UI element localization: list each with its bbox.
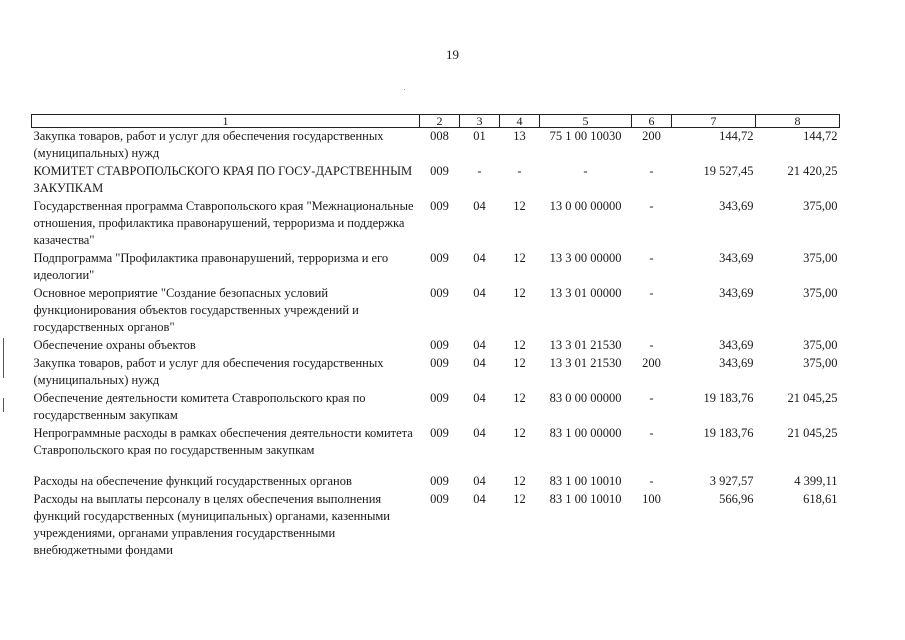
target-article-code: 13 3 01 00000 xyxy=(549,286,622,300)
section-code: 04 xyxy=(473,356,486,370)
table-row xyxy=(32,473,840,491)
ministry-code: 009 xyxy=(430,338,449,352)
expense-type-code: - xyxy=(649,338,654,352)
section-code: 04 xyxy=(473,492,486,506)
amount-col7: 566,96 xyxy=(719,492,754,506)
amount-col8: 375,00 xyxy=(803,199,838,213)
amount-col8: 4 399,11 xyxy=(794,474,838,488)
column-number-header: 4 xyxy=(500,115,540,128)
scan-margin-mark xyxy=(3,338,4,378)
amount-col8: 375,00 xyxy=(803,356,838,370)
section-code: 04 xyxy=(473,391,486,405)
subsection-code: 12 xyxy=(513,426,526,440)
target-article-code: 83 1 00 10010 xyxy=(549,474,622,488)
section-code: 04 xyxy=(473,199,486,213)
subsection-code: 12 xyxy=(513,286,526,300)
subsection-code: - xyxy=(517,164,522,178)
table-row xyxy=(32,128,840,164)
section-code: 04 xyxy=(473,338,486,352)
table-row xyxy=(32,250,840,285)
item-name: Непрограммные расходы в рамках обеспечения деятельности комитета Ставропольского края по государственным закупкам xyxy=(33,426,413,457)
column-number-header: 8 xyxy=(756,115,840,128)
ministry-code: 009 xyxy=(430,164,449,178)
expense-type-code: - xyxy=(649,199,654,213)
amount-col8: 21 420,25 xyxy=(787,164,838,178)
amount-col8: 21 045,25 xyxy=(787,391,838,405)
column-number-header-row xyxy=(32,115,840,128)
amount-col8: 375,00 xyxy=(803,286,838,300)
item-name: Закупка товаров, работ и услуг для обеспечения государственных (муниципальных) нужд xyxy=(33,129,384,160)
item-name: Основное мероприятие "Создание безопасных условий функционирования объектов государственных учреждений и государственных органов" xyxy=(33,286,359,334)
page-number: 19 xyxy=(446,47,459,62)
amount-col7: 343,69 xyxy=(719,286,754,300)
subsection-code: 12 xyxy=(513,391,526,405)
target-article-code: 83 1 00 10010 xyxy=(549,492,622,506)
amount-col8: 21 045,25 xyxy=(787,426,838,440)
item-name: Обеспечение деятельности комитета Ставропольского края по государственным закупкам xyxy=(33,391,366,422)
row-spacer xyxy=(32,460,840,473)
ministry-code: 009 xyxy=(430,356,449,370)
expense-type-code: 200 xyxy=(642,356,661,370)
column-number-header: 6 xyxy=(632,115,672,128)
item-name: КОМИТЕТ СТАВРОПОЛЬСКОГО КРАЯ ПО ГОСУ-ДАРСТВЕННЫМ ЗАКУПКАМ xyxy=(33,164,413,195)
item-name: Расходы на выплаты персоналу в целях обеспечения выполнения функций государственных (муниципальных) органами, казенными учреждениями, органами управления государственными внебюджетными фондами xyxy=(33,492,390,557)
amount-col7: 343,69 xyxy=(719,199,754,213)
column-number-header: 5 xyxy=(540,115,632,128)
section-code: 01 xyxy=(473,129,486,143)
target-article-code: - xyxy=(583,164,588,178)
table-row xyxy=(32,425,840,460)
ministry-code: 009 xyxy=(430,286,449,300)
budget-table xyxy=(31,114,840,560)
item-name: Закупка товаров, работ и услуг для обеспечения государственных (муниципальных) нужд xyxy=(33,356,384,387)
column-number-header: 7 xyxy=(672,115,756,128)
ministry-code: 009 xyxy=(430,426,449,440)
amount-col7: 343,69 xyxy=(719,338,754,352)
amount-col7: 19 183,76 xyxy=(703,426,754,440)
expense-type-code: - xyxy=(649,474,654,488)
expense-type-code: - xyxy=(649,391,654,405)
target-article-code: 13 3 01 21530 xyxy=(549,338,622,352)
amount-col7: 19 183,76 xyxy=(703,391,754,405)
subsection-code: 13 xyxy=(513,129,526,143)
ministry-code: 008 xyxy=(430,129,449,143)
subsection-code: 12 xyxy=(513,356,526,370)
subsection-code: 12 xyxy=(513,251,526,265)
ministry-code: 009 xyxy=(430,391,449,405)
column-number-header: 1 xyxy=(32,115,420,128)
item-name: Обеспечение охраны объектов xyxy=(33,338,196,352)
amount-col7: 343,69 xyxy=(719,251,754,265)
section-code: - xyxy=(477,164,482,178)
amount-col7: 144,72 xyxy=(719,129,754,143)
target-article-code: 13 3 00 00000 xyxy=(549,251,622,265)
target-article-code: 83 1 00 00000 xyxy=(549,426,622,440)
expense-type-code: 200 xyxy=(642,129,661,143)
target-article-code: 75 1 00 10030 xyxy=(549,129,622,143)
subsection-code: 12 xyxy=(513,338,526,352)
amount-col8: 618,61 xyxy=(803,492,838,506)
section-code: 04 xyxy=(473,474,486,488)
item-name: Расходы на обеспечение функций государственных органов xyxy=(33,474,352,488)
amount-col8: 375,00 xyxy=(803,338,838,352)
table-row xyxy=(32,491,840,560)
expense-type-code: 100 xyxy=(642,492,661,506)
expense-type-code: - xyxy=(649,426,654,440)
subsection-code: 12 xyxy=(513,199,526,213)
expense-type-code: - xyxy=(649,286,654,300)
amount-col7: 19 527,45 xyxy=(703,164,754,178)
target-article-code: 13 3 01 21530 xyxy=(549,356,622,370)
ministry-code: 009 xyxy=(430,251,449,265)
section-code: 04 xyxy=(473,251,486,265)
amount-col8: 144,72 xyxy=(803,129,838,143)
target-article-code: 13 0 00 00000 xyxy=(549,199,622,213)
scan-margin-mark xyxy=(3,398,4,412)
section-code: 04 xyxy=(473,426,486,440)
ministry-code: 009 xyxy=(430,492,449,506)
amount-col7: 343,69 xyxy=(719,356,754,370)
expense-type-code: - xyxy=(649,164,654,178)
subsection-code: 12 xyxy=(513,474,526,488)
column-number-header: 2 xyxy=(420,115,460,128)
subsection-code: 12 xyxy=(513,492,526,506)
column-number-header: 3 xyxy=(460,115,500,128)
expense-type-code: - xyxy=(649,251,654,265)
ministry-code: 009 xyxy=(430,474,449,488)
amount-col7: 3 927,57 xyxy=(709,474,754,488)
amount-col8: 375,00 xyxy=(803,251,838,265)
table-row xyxy=(32,198,840,250)
ministry-code: 009 xyxy=(430,199,449,213)
table-row xyxy=(32,355,840,390)
section-code: 04 xyxy=(473,286,486,300)
table-row xyxy=(32,337,840,355)
table-row xyxy=(32,285,840,337)
table-row xyxy=(32,163,840,198)
item-name: Государственная программа Ставропольского края "Межнациональные отношения, профилактика правонарушений, терроризма и поддержка казачества" xyxy=(33,199,414,247)
scan-speck xyxy=(404,89,405,90)
table-row xyxy=(32,390,840,425)
item-name: Подпрограмма "Профилактика правонарушений, терроризма и его идеологии" xyxy=(33,251,389,282)
target-article-code: 83 0 00 00000 xyxy=(549,391,622,405)
